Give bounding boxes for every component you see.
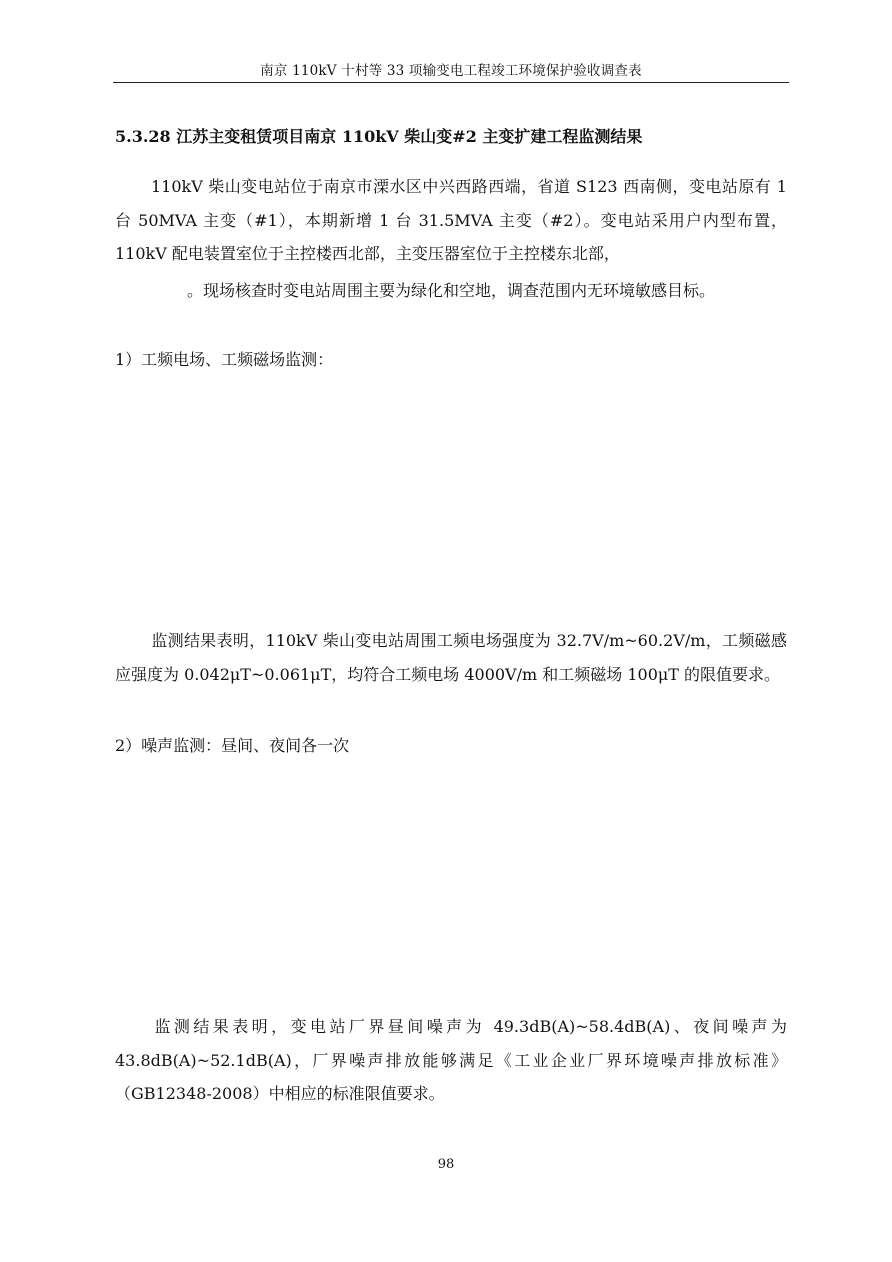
noise-figure-area [115, 768, 787, 1008]
emf-monitoring-heading: 1）工频电场、工频磁场监测： [115, 350, 334, 369]
page-number: 98 [437, 1157, 455, 1172]
intro-paragraph [115, 170, 787, 271]
intro-paragraph-text: 110kV 柴山变电站位于南京市溧水区中兴西路西端，省道 S123 西南侧，变电站原有 1 台 50MVA 主变（#1），本期新增 1 台 31.5MVA 主变（#2）。变电站采用户内型布置，110kV 配电装置室位于主控楼西北部，主变压器室位于主控楼东北部， [115, 177, 787, 263]
noise-monitoring-heading: 2）噪声监测：昼间、夜间各一次 [115, 736, 350, 755]
noise-result-text: 监测结果表明，变电站厂界昼间噪声为 49.3dB(A)~58.4dB(A)、夜间噪声为 43.8dB(A)~52.1dB(A)，厂界噪声排放能够满足《工业企业厂界环境噪声排放标准》（GB12348-2008）中相应的标准限值要求。 [115, 1017, 787, 1103]
emf-result-paragraph [115, 624, 787, 691]
section-heading: 5.3.28 江苏主变租赁项目南京 110kV 柴山变#2 主变扩建工程监测结果 [115, 127, 643, 146]
emf-figure-area [115, 380, 787, 620]
noise-result-paragraph [115, 1010, 787, 1111]
running-header: 南京 110kV 十村等 33 项输变电工程竣工环境保护验收调查表 [260, 63, 642, 79]
emf-result-text: 监测结果表明，110kV 柴山变电站周围工频电场强度为 32.7V/m~60.2V/m，工频磁感应强度为 0.042μT~0.061μT，均符合工频电场 4000V/m 和工频磁场 100μT 的限值要求。 [115, 631, 787, 684]
header-rule [113, 82, 789, 83]
intro-continuation: 。现场核查时变电站周围主要为绿化和空地，调查范围内无环境敏感目标。 [187, 281, 716, 300]
